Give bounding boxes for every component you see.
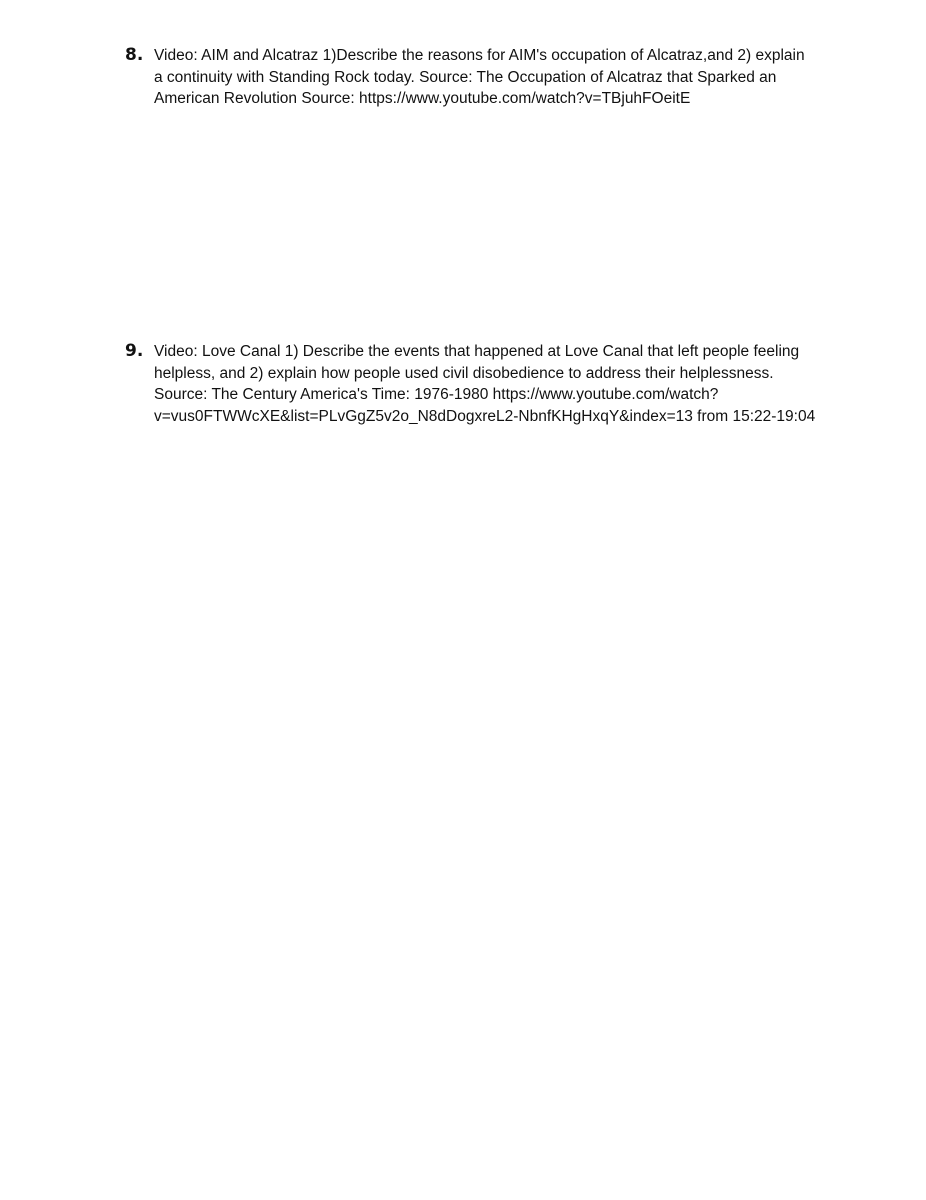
question-number: 9.: [125, 341, 144, 361]
question-line: American Revolution Source: https://www.youtube.com/watch?v=TBjuhFOeitE: [154, 90, 691, 107]
question-prompt: [154, 45, 844, 110]
question-prompt: [154, 341, 844, 427]
question-line: v=vus0FTWWcXE&list=PLvGgZ5v2o_N8dDogxreL2-NbnfKHgHxqY&index=13 from 15:22-19:04: [154, 407, 816, 425]
question-line: a continuity with Standing Rock today. Source: The Occupation of Alcatraz that Sparked an: [154, 68, 777, 86]
question-line: Source: The Century America's Time: 1976-1980 https://www.youtube.com/watch?: [154, 386, 719, 403]
question-line: Video: Love Canal 1) Describe the events that happened at Love Canal that left people feeling: [154, 343, 800, 360]
question-line: Video: AIM and Alcatraz 1)Describe the reasons for AIM's occupation of Alcatraz,and 2) explain: [154, 47, 805, 64]
question-line: helpless, and 2) explain how people used civil disobedience to address their helplessness.: [154, 364, 774, 382]
question-number: 8.: [125, 45, 144, 65]
